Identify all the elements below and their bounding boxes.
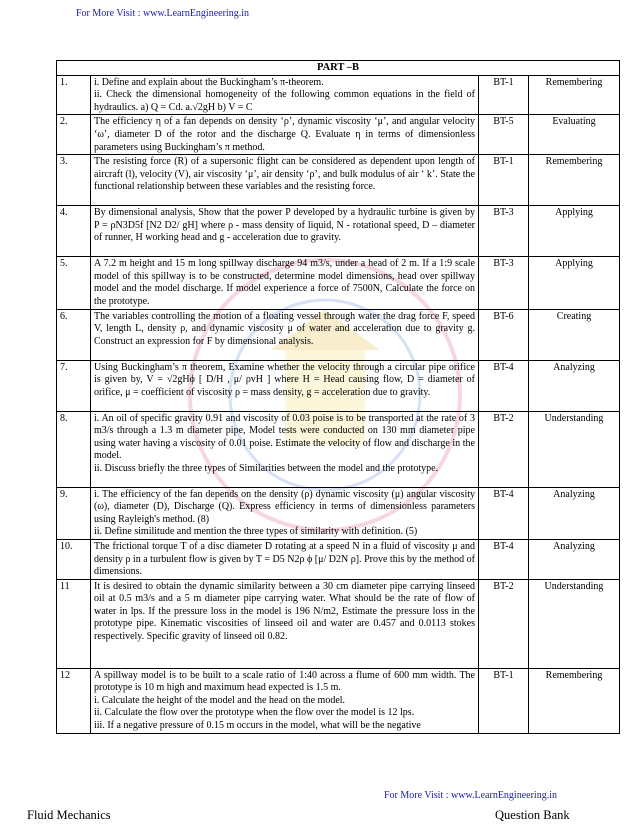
table-row xyxy=(57,487,620,539)
bloom-level-code: BT-4 xyxy=(479,360,529,411)
question-line: i. The efficiency of the fan depends on the density (ρ) dynamic viscosity (μ) angular viscosity (ω), diameter (D), Discharge (Q). Express efficiency in terms of dimensionless parameters using Rayleigh's method. (8) xyxy=(94,488,475,525)
question-line: The variables controlling the motion of a floating vessel through water the drag force F, speed V, length L, density ρ, and dynamic viscosity μ of water and acceleration due to gravity g. Construct an expression for F by dimensional analysis. xyxy=(94,310,475,347)
table-row xyxy=(57,206,620,257)
footer-subject: Fluid Mechanics xyxy=(27,808,111,822)
question-text xyxy=(91,360,479,411)
question-number: 3. xyxy=(57,155,91,206)
question-table xyxy=(56,60,620,734)
question-line: Using Buckingham’s π theorem, Examine whether the velocity through a circular pipe orifice is given by, V = √2gHϕ [ D/H , μ/ ρvH ] where H = Head causing flow, D = diameter of orifice, μ = coefficient of viscosity ρ = mass density, g = acceleration due to gravity. xyxy=(94,361,475,398)
question-text xyxy=(91,668,479,733)
bloom-level-code: BT-1 xyxy=(479,668,529,733)
bloom-level-name: Creating xyxy=(529,309,620,360)
question-text xyxy=(91,487,479,539)
question-text xyxy=(91,539,479,579)
bloom-level-name: Remembering xyxy=(529,668,620,733)
question-number: 8. xyxy=(57,411,91,487)
question-line: ii. Define similitude and mention the three types of similarity with definition. (5) xyxy=(94,526,418,538)
question-text xyxy=(91,75,479,115)
bloom-level-name: Remembering xyxy=(529,155,620,206)
bloom-level-code: BT-5 xyxy=(479,115,529,155)
bloom-level-name: Evaluating xyxy=(529,115,620,155)
header-link[interactable]: For More Visit : www.LearnEngineering.in xyxy=(76,8,249,19)
bloom-level-code: BT-3 xyxy=(479,206,529,257)
table-row xyxy=(57,411,620,487)
table-row xyxy=(57,360,620,411)
question-text xyxy=(91,579,479,668)
bloom-level-code: BT-4 xyxy=(479,487,529,539)
bloom-level-code: BT-2 xyxy=(479,579,529,668)
bloom-level-code: BT-1 xyxy=(479,155,529,206)
question-line: The frictional torque T of a disc diameter D rotating at a speed N in a fluid of viscosity μ and density ρ in a turbulent flow is given by T = D5 N2ρ ϕ [μ/ D2N ρ]. Prove this by the method of dimensions. xyxy=(94,540,475,578)
question-number: 11 xyxy=(57,579,91,668)
table-row xyxy=(57,579,620,668)
question-number: 7. xyxy=(57,360,91,411)
question-number: 12 xyxy=(57,668,91,733)
question-text xyxy=(91,257,479,309)
table-header-row xyxy=(57,61,620,76)
question-line: A 7.2 m height and 15 m long spillway discharge 94 m3/s, under a head of 2 m. If a 1:9 scale model of this spillway is to be constructed, determine model dimensions, head over spillway model and the model discharge. If model experience a force of 7500N, Calculate the force on the prototype. xyxy=(94,258,475,307)
question-line: i. Calculate the height of the model and the head on the model. xyxy=(94,694,346,706)
bloom-level-code: BT-4 xyxy=(479,539,529,579)
question-number: 5. xyxy=(57,257,91,309)
question-number: 2. xyxy=(57,115,91,155)
bloom-level-name: Analyzing xyxy=(529,539,620,579)
question-line: i. Define and explain about the Buckingham’s π-theorem. xyxy=(94,76,324,88)
question-number: 6. xyxy=(57,309,91,360)
table-row xyxy=(57,155,620,206)
bloom-level-name: Analyzing xyxy=(529,360,620,411)
footer-link[interactable]: For More Visit : www.LearnEngineering.in xyxy=(384,790,557,801)
bloom-level-name: Understanding xyxy=(529,579,620,668)
question-line: ii. Calculate the flow over the prototype when the flow over the model is 12 lps. xyxy=(94,707,415,719)
question-number: 10. xyxy=(57,539,91,579)
bloom-level-name: Applying xyxy=(529,206,620,257)
question-text xyxy=(91,206,479,257)
question-line: ii. Check the dimensional homogeneity of the following common equations in the field of hydraulics. a) Q = Cd. a.√2gH b) V = C xyxy=(94,89,475,113)
question-text xyxy=(91,115,479,155)
question-text xyxy=(91,411,479,487)
question-text xyxy=(91,155,479,206)
question-line: iii. If a negative pressure of 0.15 m occurs in the model, what will be the negative xyxy=(94,720,421,732)
table-row xyxy=(57,668,620,733)
question-line: ii. Discuss briefly the three types of Similarities between the model and the prototype. xyxy=(94,462,439,474)
question-number: 9. xyxy=(57,487,91,539)
table-row xyxy=(57,257,620,309)
bloom-level-code: BT-6 xyxy=(479,309,529,360)
question-line: i. An oil of specific gravity 0.91 and viscosity of 0.03 poise is to be transported at the rate of 3 m3/s through a 1.3 m diameter pipe, Model tests were conducted on 130 mm diameter pipe using water having a viscosity of 0.01 poise. Estimate the velocity of flow and discharge in the model. xyxy=(94,412,475,462)
footer-doc-type: Question Bank xyxy=(495,808,570,822)
question-line: It is desired to obtain the dynamic similarity between a 30 cm diameter pipe carrying linseed oil at 0.5 m3/s and a 5 m diameter pipe carrying water. What should be the rate of flow of water in lps. If the pressure loss in the model is 196 N/m2, Estimate the pressure loss in the prototype pipe. Kinematic viscosities of linseed oil and water are 0.457 and 0.0113 stokes respectively. Specific gravity of linseed oil 0.82. xyxy=(94,580,475,643)
part-title: PART –B xyxy=(57,61,620,76)
bloom-level-code: BT-1 xyxy=(479,75,529,115)
bloom-level-name: Applying xyxy=(529,257,620,309)
bloom-level-name: Analyzing xyxy=(529,487,620,539)
question-line: The efficiency η of a fan depends on density ‘ρ’, dynamic viscosity ‘μ’, and angular velocity ‘ω’, diameter D of the rotor and the discharge Q. Evaluate η in terms of dimensionless parameters using Buckingham’s π method. xyxy=(94,116,475,153)
question-text xyxy=(91,309,479,360)
question-number: 4. xyxy=(57,206,91,257)
table-row xyxy=(57,115,620,155)
table-row xyxy=(57,539,620,579)
question-line: A spillway model is to be built to a scale ratio of 1:40 across a flume of 600 mm width. The prototype is 10 m high and maximum head expected is 1.5 m. xyxy=(94,669,475,694)
bloom-level-name: Understanding xyxy=(529,411,620,487)
table-row xyxy=(57,309,620,360)
question-line: By dimensional analysis, Show that the power P developed by a hydraulic turbine is given by P = ρN3D5f [N2 D2/ gH] where ρ - mass density of liquid, N - rotational speed, D – diameter of runner, H working head and g - acceleration due to gravity. xyxy=(94,207,475,244)
bloom-level-code: BT-3 xyxy=(479,257,529,309)
bloom-level-code: BT-2 xyxy=(479,411,529,487)
table-row xyxy=(57,75,620,115)
question-line: The resisting force (R) of a supersonic flight can be considered as dependent upon length of aircraft (l), velocity (V), air viscosity ‘μ’, air density ‘ρ’, and bulk modulus of air ‘ k’. State the functional relationship between these variables and the resisting force. xyxy=(94,156,475,193)
bloom-level-name: Remembering xyxy=(529,75,620,115)
question-number: 1. xyxy=(57,75,91,115)
